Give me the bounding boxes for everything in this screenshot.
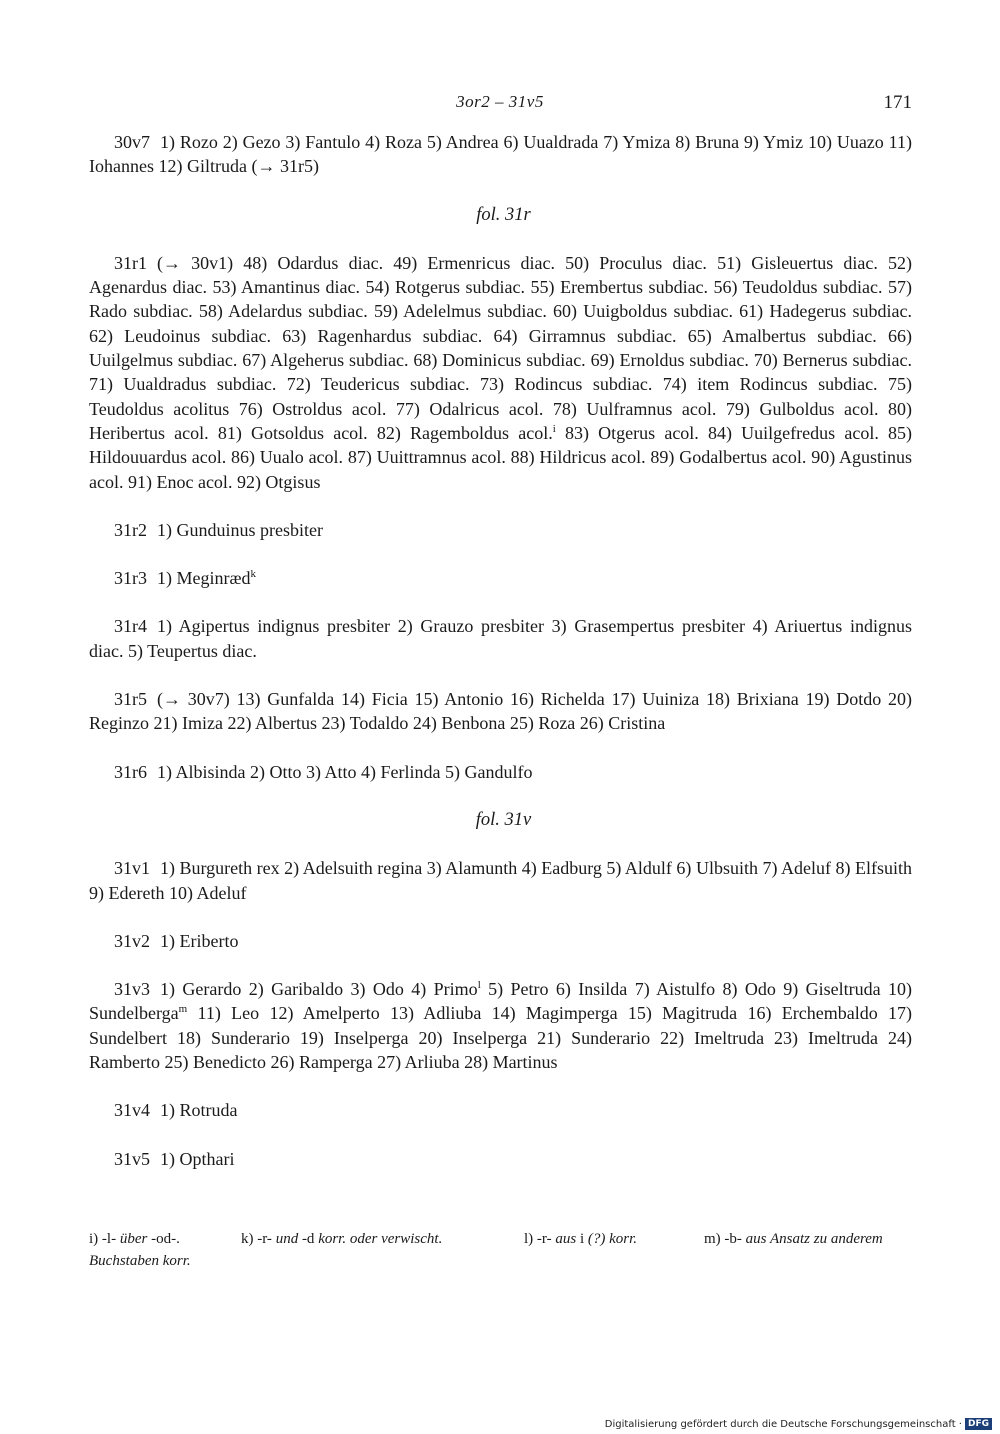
- entry-31v2: [89, 929, 912, 953]
- entry-siglum: 31r6: [114, 761, 147, 782]
- footnote-italic: aus: [555, 1231, 577, 1247]
- entry-31r3: [89, 566, 912, 590]
- footnote-text: m) -b-: [704, 1231, 746, 1247]
- footnote-text: k) -r-: [241, 1231, 276, 1247]
- folio-heading-31v: fol. 31v: [475, 809, 532, 830]
- entry-siglum: 31r2: [114, 519, 147, 540]
- entry-30v7: [89, 130, 912, 179]
- document-body: [89, 130, 912, 1195]
- entry-text: 1) Eriberto: [160, 930, 239, 951]
- entry-text-continued: 83) Otgerus acol. 84) Uuilgefredus acol. 85) Hildouuardus acol. 86) Uualo acol. 87) Uuittramnus acol. 88) Hildricus acol. 89) Godalbertus acol. 90) Agustinus acol. 91) Enoc acol. 92) Otgisus: [89, 422, 912, 492]
- entry-siglum: 31v3: [114, 979, 150, 1000]
- entry-siglum: 31r4: [114, 616, 147, 637]
- footnote-italic: korr. oder verwischt.: [318, 1231, 443, 1247]
- entry-text: 1) Gunduinus presbiter: [157, 519, 323, 540]
- entry-31r4: [89, 614, 912, 663]
- footnote-text: i) -l-: [89, 1231, 120, 1247]
- entry-siglum: 31r3: [114, 568, 147, 589]
- footnote-marker: m: [178, 1003, 188, 1016]
- entry-siglum: 31v2: [114, 930, 150, 951]
- entry-siglum: 31r1: [114, 252, 147, 273]
- entry-text-continued: 11) Leo 12) Amelperto 13) Adliuba 14) Magimperga 15) Magitruda 16) Erchembaldo 17) Sundelbert 18) Sunderario 19) Inselperga 20) Inselperga 21) Sunderario 22) Imeltruda 23) Imeltruda 24) Ramberto 25) Benedicto 26) Ramperga 27) Arliuba 28) Martinus: [89, 1003, 912, 1073]
- running-head: 3or2 – 31v5: [456, 92, 544, 111]
- entry-siglum: 31v5: [114, 1148, 150, 1169]
- footnote-italic: über: [119, 1231, 148, 1247]
- footer-text: Digitalisierung gefördert durch die Deutsche Forschungsgemeinschaft ·: [604, 1419, 962, 1430]
- page-number: 171: [883, 92, 912, 113]
- footnote-italic: aus Ansatz zu anderem Buchstaben korr.: [89, 1231, 883, 1269]
- entry-siglum: 31v1: [114, 858, 150, 879]
- entry-text: (→ 30v1) 48) Odardus diac. 49) Ermenricus diac. 50) Proculus diac. 51) Gisleuertus diac. 52) Agenardus diac. 53) Amantinus diac. 54) Rotgerus subdiac. 55) Erembertus subdiac. 56) Teudoldus subdiac. 57) Rado subdiac. 58) Adelardus subdiac. 59) Adelelmus subdiac. 60) Uuigboldus subdiac. 61) Hadegerus subdiac. 62) Leudoinus subdiac. 63) Ragenhardus subdiac. 64) Girramnus subdiac. 65) Amalbertus subdiac. 66) Uuilgelmus subdiac. 67) Algeherus subdiac. 68) Dominicus subdiac. 69) Ernoldus subdiac. 70) Bernerus subdiac. 71) Uualdradus subdiac. 72) Teudericus subdiac. 73) Rodincus subdiac. 74) item Rodincus subdiac. 75) Teudoldus acolitus 76) Ostroldus acol. 77) Odalricus acol. 78) Uulframnus acol. 79) Gulboldus acol. 80) Heribertus acol. 81) Gotsoldus acol. 82) Ragemboldus acol.: [89, 252, 912, 443]
- footnotes: [89, 1228, 912, 1272]
- footnote-italic: (?) korr.: [587, 1231, 638, 1247]
- entry-text: 1) Albisinda 2) Otto 3) Atto 4) Ferlinda 5) Gandulfo: [157, 761, 533, 782]
- footnote-l: [524, 1228, 704, 1250]
- entry-31v5: [89, 1147, 912, 1171]
- dfg-logo: DFG: [965, 1418, 992, 1430]
- entry-siglum: 31r5: [114, 689, 147, 710]
- footnote-marker: k: [250, 568, 256, 581]
- footnote-i: [89, 1228, 241, 1250]
- entry-31r1: [89, 251, 912, 494]
- entry-text: (→ 30v7) 13) Gunfalda 14) Ficia 15) Antonio 16) Richelda 17) Uuiniza 18) Brixiana 19) Dotdo 20) Reginzo 21) Imiza 22) Albertus 23) Todaldo 24) Benbona 25) Roza 26) Cristina: [89, 689, 912, 734]
- entry-text: 1) Gerardo 2) Garibaldo 3) Odo 4) Primo: [160, 979, 478, 1000]
- entry-text: 1) Meginræd: [157, 568, 251, 589]
- footnote-text: -od-.: [147, 1231, 180, 1247]
- entry-text: 1) Rozo 2) Gezo 3) Fantulo 4) Roza 5) Andrea 6) Uualdrada 7) Ymiza 8) Bruna 9) Ymiz 10) Uuazo 11) Iohannes 12) Giltruda (→ 31r5): [89, 132, 912, 177]
- digitization-footer: [560, 1418, 992, 1430]
- entry-31r5: [89, 687, 912, 736]
- entry-31v4: [89, 1098, 912, 1122]
- entry-text: 1) Agipertus indignus presbiter 2) Grauzo presbiter 3) Grasempertus presbiter 4) Ariuertus indignus diac. 5) Teupertus diac.: [89, 616, 912, 661]
- entry-text: 1) Rotruda: [160, 1100, 238, 1121]
- entry-text: 1) Burgureth rex 2) Adelsuith regina 3) Alamunth 4) Eadburg 5) Aldulf 6) Ulbsuith 7) Adeluf 8) Elfsuith 9) Edereth 10) Adeluf: [89, 858, 912, 903]
- entry-siglum: 30v7: [114, 132, 150, 152]
- footnote-marker: i: [552, 422, 556, 435]
- entry-31v3: [89, 977, 912, 1074]
- footnote-italic: und: [275, 1231, 299, 1247]
- folio-heading-31r: fol. 31r: [476, 204, 531, 225]
- footnote-text: l) -r-: [524, 1231, 556, 1247]
- entry-31r2: [89, 518, 912, 542]
- entry-siglum: 31v4: [114, 1100, 150, 1121]
- footnote-marker: l: [477, 979, 481, 992]
- entry-31r6: [89, 760, 912, 784]
- footnote-text: i: [576, 1231, 588, 1247]
- footnote-text: -d: [298, 1231, 319, 1247]
- entry-text-continued: 5) Petro 6) Insilda 7) Aistulfo 8) Odo 9) Giseltruda 10) Sundelberga: [89, 979, 913, 1024]
- entry-31v1: [89, 856, 912, 905]
- footnote-k: [241, 1228, 524, 1250]
- entry-text: 1) Opthari: [160, 1148, 235, 1169]
